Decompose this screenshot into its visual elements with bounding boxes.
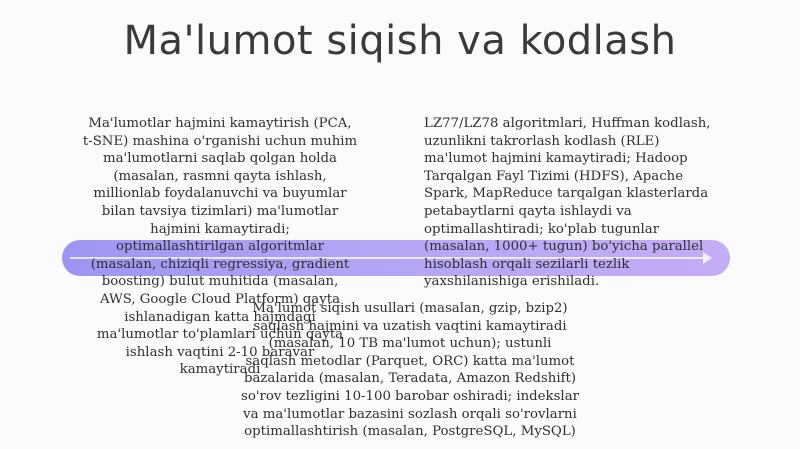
slide-title: Ma'lumot siqish va kodlash [123, 18, 677, 64]
text-block-right: LZ77/LZ78 algoritmlari, Huffman kodlash, uzunlikni takrorlash kodlash (RLE) ma'lumot hajmini kamaytiradi; Hadoop Tarqalgan Fayl Tizimi (HDFS), Apache Spark, MapReduce tarqalgan klasterlarda petabaytlarni qayta ishlaydi va optimallashtiradi; ko'plab tugunlar (masalan, 1000+ tugun) bo'yicha parallel hisoblash orqali sezilarli tezlik yaxshilanishiga erishiladi. [424, 116, 711, 290]
text-block-bottom: Ma'lumot siqish usullari (masalan, gzip, bzip2) saqlash hajmini va uzatish vaqtini kamaytiradi (masalan, 10 TB ma'lumot uchun); ustunli saqlash metodlar (Parquet, ORC) katta ma'lumot bazalarida (masalan, Teradata, Amazon Redshift) so'rov tezligini 10-100 barobar oshiradi; indekslar va ma'lumotlar bazasini sozlash orqali so'rovlarni optimallashtirish (masalan, PostgreSQL, MySQL) [241, 301, 579, 440]
text-block-left: Ma'lumotlar hajmini kamaytirish (PCA, t-SNE) mashina o'rganishi uchun muhim ma'lumotlarni saqlab qolgan holda (masalan, rasmni qayta ishlash, millionlab foydalanuvchi va buyumlar bilan tavsiya tizimlari) ma'lumotlar hajmini kamaytiradi; optimallashtirilgan algoritmlar (masalan, chiziqli regressiya, gradient boosting) bulut muhitida (masalan, AWS, Google Cloud Platform) qayta ishlanadigan katta hajmdagi ma'lumotlar to'plamlari uchun qayta ishlash vaqtini 2-10 baravar kamaytiradi [82, 116, 358, 378]
